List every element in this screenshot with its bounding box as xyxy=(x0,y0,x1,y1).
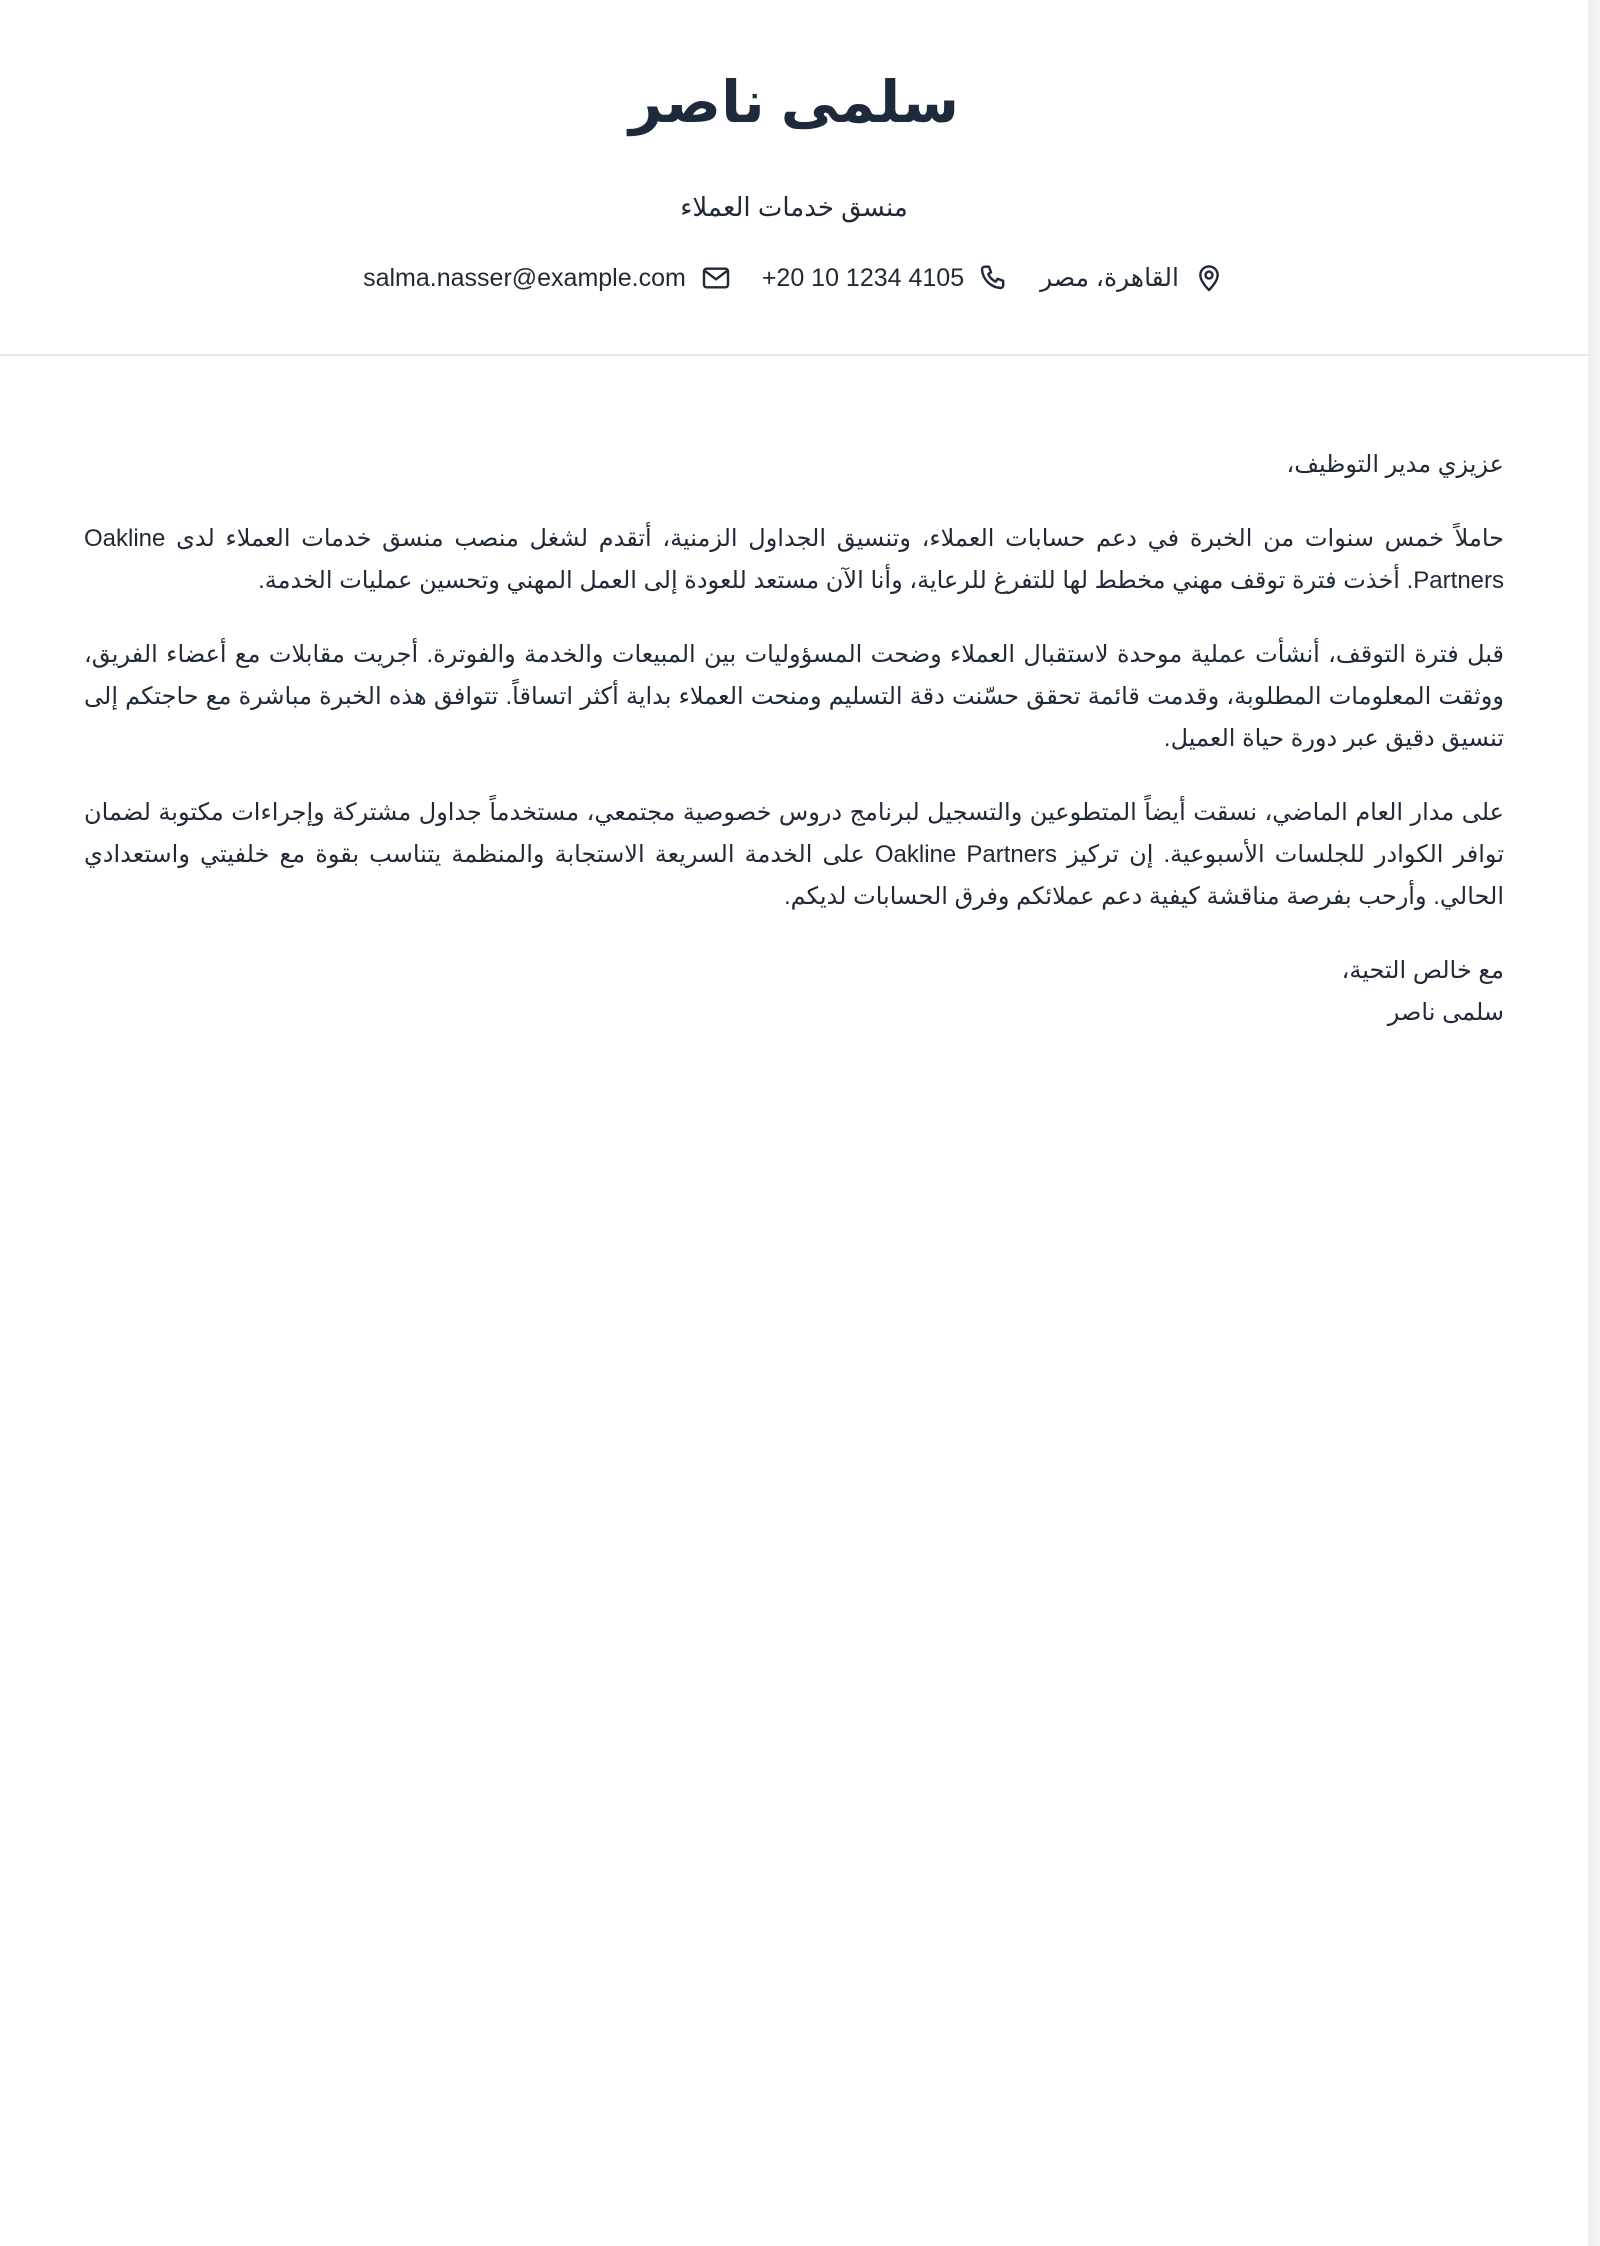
letter-signature: سلمى ناصر xyxy=(1387,999,1504,1026)
letter-paragraph-3: على مدار العام الماضي، نسقت أيضاً المتطوعين والتسجيل لبرنامج دروس خصوصية مجتمعي، مستخدماً جداول مشتركة وإجراءات مكتوبة لضمان توافر الكوادر للجلسات الأسبوعية. إن تركيز Oakline Partners على الخدمة السريعة الاستجابة والمنظمة يتناسب بقوة مع خلفيتي واستعدادي الحالي. وأرحب بفرصة مناقشة كيفية دعم عملائكم وفرق الحسابات لديكم. xyxy=(84,799,1505,910)
letter-paragraph-2: قبل فترة التوقف، أنشأت عملية موحدة لاستقبال العملاء وضحت المسؤوليات بين المبيعات والخدمة والفوترة. أجريت مقابلات مع أعضاء الفريق، ووثقت المعلومات المطلوبة، وقدمت قائمة تحقق حسّنت دقة التسليم ومنحت العملاء بداية أكثر اتساقاً. تتوافق هذه الخبرة مباشرة مع حاجتكم إلى تنسيق دقيق عبر دورة حياة العميل. xyxy=(84,641,1505,752)
applicant-name: سلمى ناصر xyxy=(628,70,960,135)
phone-text[interactable]: +20 10 1234 4105 xyxy=(761,263,965,292)
location-text: القاهرة، مصر xyxy=(1040,264,1179,292)
email-text[interactable]: salma.nasser@example.com xyxy=(363,263,686,292)
letter-paragraph-1: حاملاً خمس سنوات من الخبرة في دعم حسابات العملاء، وتنسيق الجداول الزمنية، أتقدم لشغل منصب منسق خدمات العملاء لدى Oakline Partners. أخذت فترة توقف مهني مخطط لها للتفرغ للرعاية، وأنا الآن مستعد للعودة إلى العمل المهني وتحسين عمليات الخدمة. xyxy=(84,525,1504,594)
contact-location xyxy=(1040,262,1225,294)
applicant-job-title: منسق خدمات العملاء xyxy=(680,192,908,222)
contact-email xyxy=(363,262,732,294)
letter-greeting: عزيزي مدير التوظيف، xyxy=(1286,451,1504,478)
mail-icon xyxy=(700,262,732,294)
page-edge-shadow xyxy=(1588,0,1600,2246)
phone-icon xyxy=(978,262,1010,294)
contact-phone xyxy=(762,262,1010,294)
letter-body xyxy=(84,444,1504,1034)
map-pin-icon xyxy=(1193,262,1225,294)
letter-closing: مع خالص التحية، xyxy=(1341,957,1504,984)
letter-header xyxy=(0,0,1588,356)
contact-info xyxy=(0,262,1588,294)
